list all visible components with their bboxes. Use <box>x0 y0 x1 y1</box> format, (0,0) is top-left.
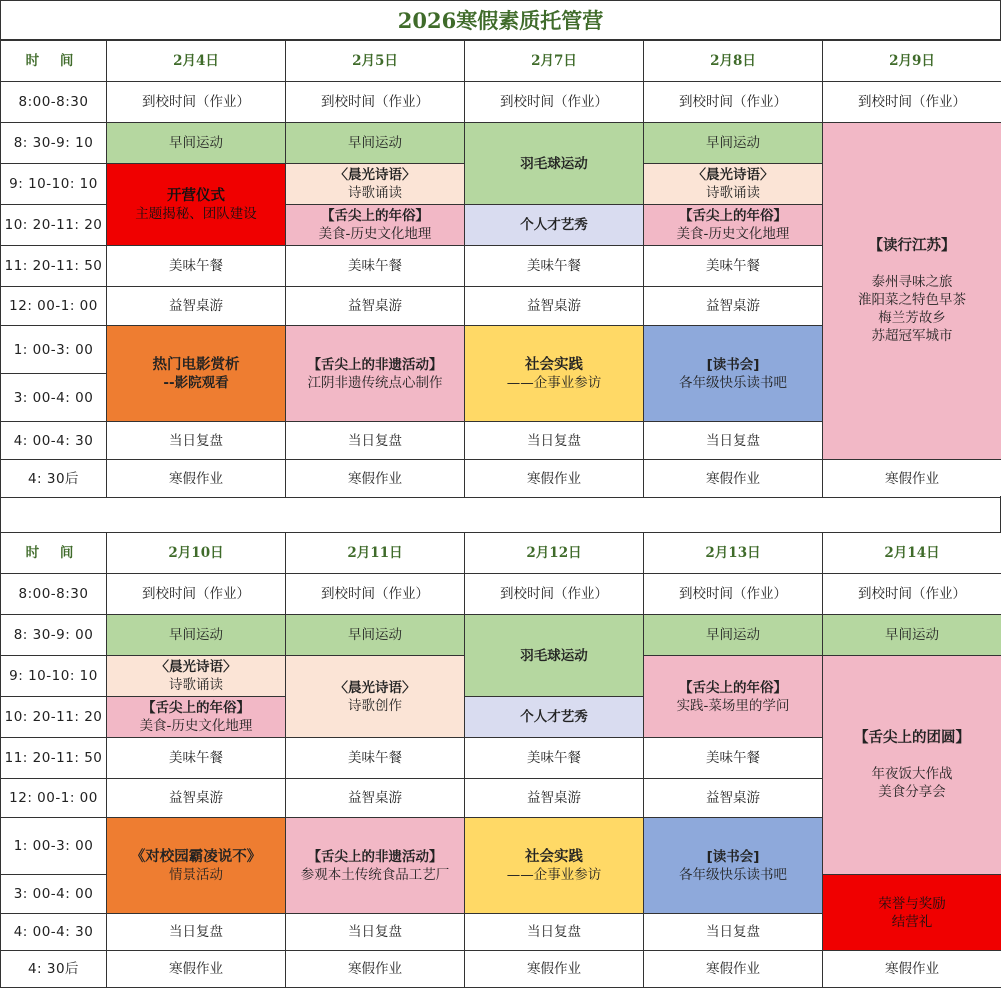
exercise-cell: 早间运动 <box>823 615 1001 656</box>
heritage-cell <box>286 818 465 914</box>
time-slot: 12: 00-1: 00 <box>1 779 107 818</box>
boardgame-cell: 益智桌游 <box>107 287 286 326</box>
heritage-title: 【舌尖上的非遗活动】 <box>307 356 443 373</box>
lunch-cell: 美味午餐 <box>644 738 823 779</box>
arrive-cell: 到校时间（作业） <box>644 574 823 615</box>
reading-title: [读书会] <box>706 356 760 373</box>
boardgame-cell: 益智桌游 <box>107 779 286 818</box>
social-cell <box>465 818 644 914</box>
closing-line: 荣誉与奖励 <box>878 895 946 912</box>
time-slot: 4: 30后 <box>1 460 107 498</box>
boardgame-cell: 益智桌游 <box>644 779 823 818</box>
time-slot: 4: 00-4: 30 <box>1 422 107 460</box>
arrive-cell: 到校时间（作业） <box>107 82 286 123</box>
time-slot: 9: 10-10: 10 <box>1 164 107 205</box>
review-cell: 当日复盘 <box>644 914 823 951</box>
day-header: 2月4日 <box>107 41 286 82</box>
heritage-cell <box>286 326 465 422</box>
homework-cell: 寒假作业 <box>465 951 644 988</box>
exercise-cell: 早间运动 <box>644 615 823 656</box>
lunch-cell: 美味午餐 <box>107 246 286 287</box>
homework-cell: 寒假作业 <box>107 460 286 498</box>
arrive-cell: 到校时间（作业） <box>107 574 286 615</box>
reading-title: [读书会] <box>706 848 760 865</box>
nianshu-practice-cell <box>644 656 823 738</box>
schedule-table-week1 <box>0 40 1001 498</box>
reading-sub: 各年级快乐读书吧 <box>679 866 787 883</box>
tuanyuan-line: 年夜饭大作战 <box>871 766 953 782</box>
poetry-title: 〈晨光诗语〉 <box>155 659 237 675</box>
review-cell: 当日复盘 <box>465 914 644 951</box>
header-row <box>1 41 1001 82</box>
tuanyuan-cell <box>823 656 1001 875</box>
time-slot: 12: 00-1: 00 <box>1 287 107 326</box>
heritage-title: 【舌尖上的非遗活动】 <box>307 848 443 865</box>
schedule-table-week2 <box>0 532 1001 988</box>
arrive-cell: 到校时间（作业） <box>644 82 823 123</box>
review-cell: 当日复盘 <box>107 422 286 460</box>
closing-cell <box>823 875 1001 951</box>
poetry-sub: 诗歌诵读 <box>706 185 760 201</box>
bully-sub: 情景活动 <box>169 866 223 883</box>
table-row <box>1 82 1001 123</box>
opening-sub: 主题揭秘、团队建设 <box>135 205 257 222</box>
nianshu-sub: 实践-菜场里的学问 <box>676 697 790 714</box>
arrive-cell: 到校时间（作业） <box>286 82 465 123</box>
social-sub: ——企事业参访 <box>506 374 602 391</box>
exercise-cell: 早间运动 <box>107 123 286 164</box>
jiangsu-line: 淮阳菜之特色早茶 <box>858 292 966 308</box>
day-header: 2月5日 <box>286 41 465 82</box>
homework-cell: 寒假作业 <box>286 460 465 498</box>
boardgame-cell: 益智桌游 <box>465 287 644 326</box>
arrive-cell: 到校时间（作业） <box>823 574 1001 615</box>
jiangsu-line: 苏超冠军城市 <box>871 328 953 344</box>
time-slot: 8:00-8:30 <box>1 574 107 615</box>
bully-title: 《对校园霸凌说不》 <box>130 848 262 865</box>
homework-cell: 寒假作业 <box>823 460 1001 498</box>
arrive-cell: 到校时间（作业） <box>286 574 465 615</box>
social-cell <box>465 326 644 422</box>
nianshu-title: 【舌尖上的年俗】 <box>321 208 429 224</box>
lunch-cell: 美味午餐 <box>286 246 465 287</box>
time-slot: 8:00-8:30 <box>1 82 107 123</box>
header-row <box>1 533 1001 574</box>
nianshu-sub: 美食-历史文化地理 <box>139 718 253 734</box>
table-row <box>1 574 1001 615</box>
table-row <box>1 460 1001 498</box>
day-header: 2月9日 <box>823 41 1001 82</box>
boardgame-cell: 益智桌游 <box>286 779 465 818</box>
time-header: 时 间 <box>1 533 107 574</box>
time-slot: 8: 30-9: 00 <box>1 615 107 656</box>
nianshu-title: 【舌尖上的年俗】 <box>142 700 250 716</box>
boardgame-cell: 益智桌游 <box>286 287 465 326</box>
nianshu-title: 【舌尖上的年俗】 <box>679 208 787 224</box>
social-title: 社会实践 <box>525 848 583 865</box>
reading-sub: 各年级快乐读书吧 <box>679 374 787 391</box>
exercise-cell: 早间运动 <box>644 123 823 164</box>
poetry-cell <box>644 164 823 205</box>
review-cell: 当日复盘 <box>286 422 465 460</box>
exercise-cell: 早间运动 <box>286 615 465 656</box>
homework-cell: 寒假作业 <box>644 460 823 498</box>
badminton-cell <box>465 615 644 697</box>
arrive-cell: 到校时间（作业） <box>823 82 1001 123</box>
talent-cell <box>465 205 644 246</box>
lunch-cell: 美味午餐 <box>465 738 644 779</box>
opening-cell <box>107 164 286 246</box>
review-cell: 当日复盘 <box>465 422 644 460</box>
poetry-title: 〈晨光诗语〉 <box>334 167 416 183</box>
movie-sub: --影院观看 <box>163 374 229 391</box>
nianshu-sub: 美食-历史文化地理 <box>318 226 432 242</box>
homework-cell: 寒假作业 <box>823 951 1001 988</box>
nianshu-cell <box>644 205 823 246</box>
time-slot: 3: 00-4: 00 <box>1 374 107 422</box>
day-header: 2月14日 <box>823 533 1001 574</box>
table-row <box>1 123 1001 164</box>
movie-cell <box>107 326 286 422</box>
poetry-create-cell <box>286 656 465 738</box>
day-header: 2月10日 <box>107 533 286 574</box>
homework-cell: 寒假作业 <box>286 951 465 988</box>
time-slot: 10: 20-11: 20 <box>1 205 107 246</box>
badminton-cell <box>465 123 644 205</box>
boardgame-cell: 益智桌游 <box>644 287 823 326</box>
badminton-label: 羽毛球运动 <box>520 647 588 664</box>
heritage-sub: 参观本土传统食品工艺厂 <box>300 866 450 883</box>
poetry-title: 〈晨光诗语〉 <box>692 167 774 183</box>
jiangsu-title: 【读行江苏】 <box>868 238 956 254</box>
time-slot: 8: 30-9: 10 <box>1 123 107 164</box>
arrive-cell: 到校时间（作业） <box>465 82 644 123</box>
closing-line: 结营礼 <box>891 913 933 930</box>
tuanyuan-title: 【舌尖上的团圆】 <box>854 730 970 746</box>
jiangsu-line: 泰州寻味之旅 <box>871 274 953 290</box>
review-cell: 当日复盘 <box>644 422 823 460</box>
jiangsu-line: 梅兰芳故乡 <box>878 310 946 326</box>
poetry-sub: 诗歌诵读 <box>348 185 402 201</box>
time-header: 时 间 <box>1 41 107 82</box>
time-slot: 4: 00-4: 30 <box>1 914 107 951</box>
homework-cell: 寒假作业 <box>465 460 644 498</box>
review-cell: 当日复盘 <box>286 914 465 951</box>
lunch-cell: 美味午餐 <box>644 246 823 287</box>
nianshu-cell <box>107 697 286 738</box>
jiangsu-cell <box>823 123 1001 460</box>
reading-cell <box>644 818 823 914</box>
poetry-cell <box>286 164 465 205</box>
heritage-sub: 江阴非遗传统点心制作 <box>307 374 443 391</box>
tuanyuan-line: 美食分享会 <box>878 784 946 800</box>
time-slot: 10: 20-11: 20 <box>1 697 107 738</box>
nianshu-title: 【舌尖上的年俗】 <box>679 679 787 696</box>
exercise-cell: 早间运动 <box>107 615 286 656</box>
opening-title: 开营仪式 <box>167 187 225 204</box>
time-slot: 9: 10-10: 10 <box>1 656 107 697</box>
time-slot: 4: 30后 <box>1 951 107 988</box>
nianshu-sub: 美食-历史文化地理 <box>676 226 790 242</box>
time-slot: 11: 20-11: 50 <box>1 246 107 287</box>
review-cell: 当日复盘 <box>107 914 286 951</box>
table-row <box>1 615 1001 656</box>
reading-cell <box>644 326 823 422</box>
lunch-cell: 美味午餐 <box>465 246 644 287</box>
page-title: 2026寒假素质托管营 <box>0 0 1001 40</box>
talent-label: 个人才艺秀 <box>520 217 588 233</box>
day-header: 2月11日 <box>286 533 465 574</box>
day-header: 2月8日 <box>644 41 823 82</box>
social-title: 社会实践 <box>525 356 583 373</box>
nianshu-cell <box>286 205 465 246</box>
table-row <box>1 951 1001 988</box>
day-header: 2月12日 <box>465 533 644 574</box>
poetry-cell <box>107 656 286 697</box>
poetry-title: 〈晨光诗语〉 <box>334 679 416 696</box>
lunch-cell: 美味午餐 <box>107 738 286 779</box>
movie-title: 热门电影赏析 <box>152 356 240 373</box>
day-header: 2月13日 <box>644 533 823 574</box>
time-slot: 11: 20-11: 50 <box>1 738 107 779</box>
poetry-sub: 诗歌诵读 <box>169 677 223 693</box>
arrive-cell: 到校时间（作业） <box>465 574 644 615</box>
talent-label: 个人才艺秀 <box>520 709 588 725</box>
time-slot: 3: 00-4: 00 <box>1 875 107 914</box>
time-slot: 1: 00-3: 00 <box>1 326 107 374</box>
social-sub: ——企事业参访 <box>506 866 602 883</box>
talent-cell <box>465 697 644 738</box>
bully-cell <box>107 818 286 914</box>
day-header: 2月7日 <box>465 41 644 82</box>
homework-cell: 寒假作业 <box>644 951 823 988</box>
poetry-sub: 诗歌创作 <box>348 697 402 714</box>
time-slot: 1: 00-3: 00 <box>1 818 107 875</box>
exercise-cell: 早间运动 <box>286 123 465 164</box>
homework-cell: 寒假作业 <box>107 951 286 988</box>
badminton-label: 羽毛球运动 <box>520 155 588 172</box>
section-gap <box>0 496 1001 532</box>
boardgame-cell: 益智桌游 <box>465 779 644 818</box>
lunch-cell: 美味午餐 <box>286 738 465 779</box>
